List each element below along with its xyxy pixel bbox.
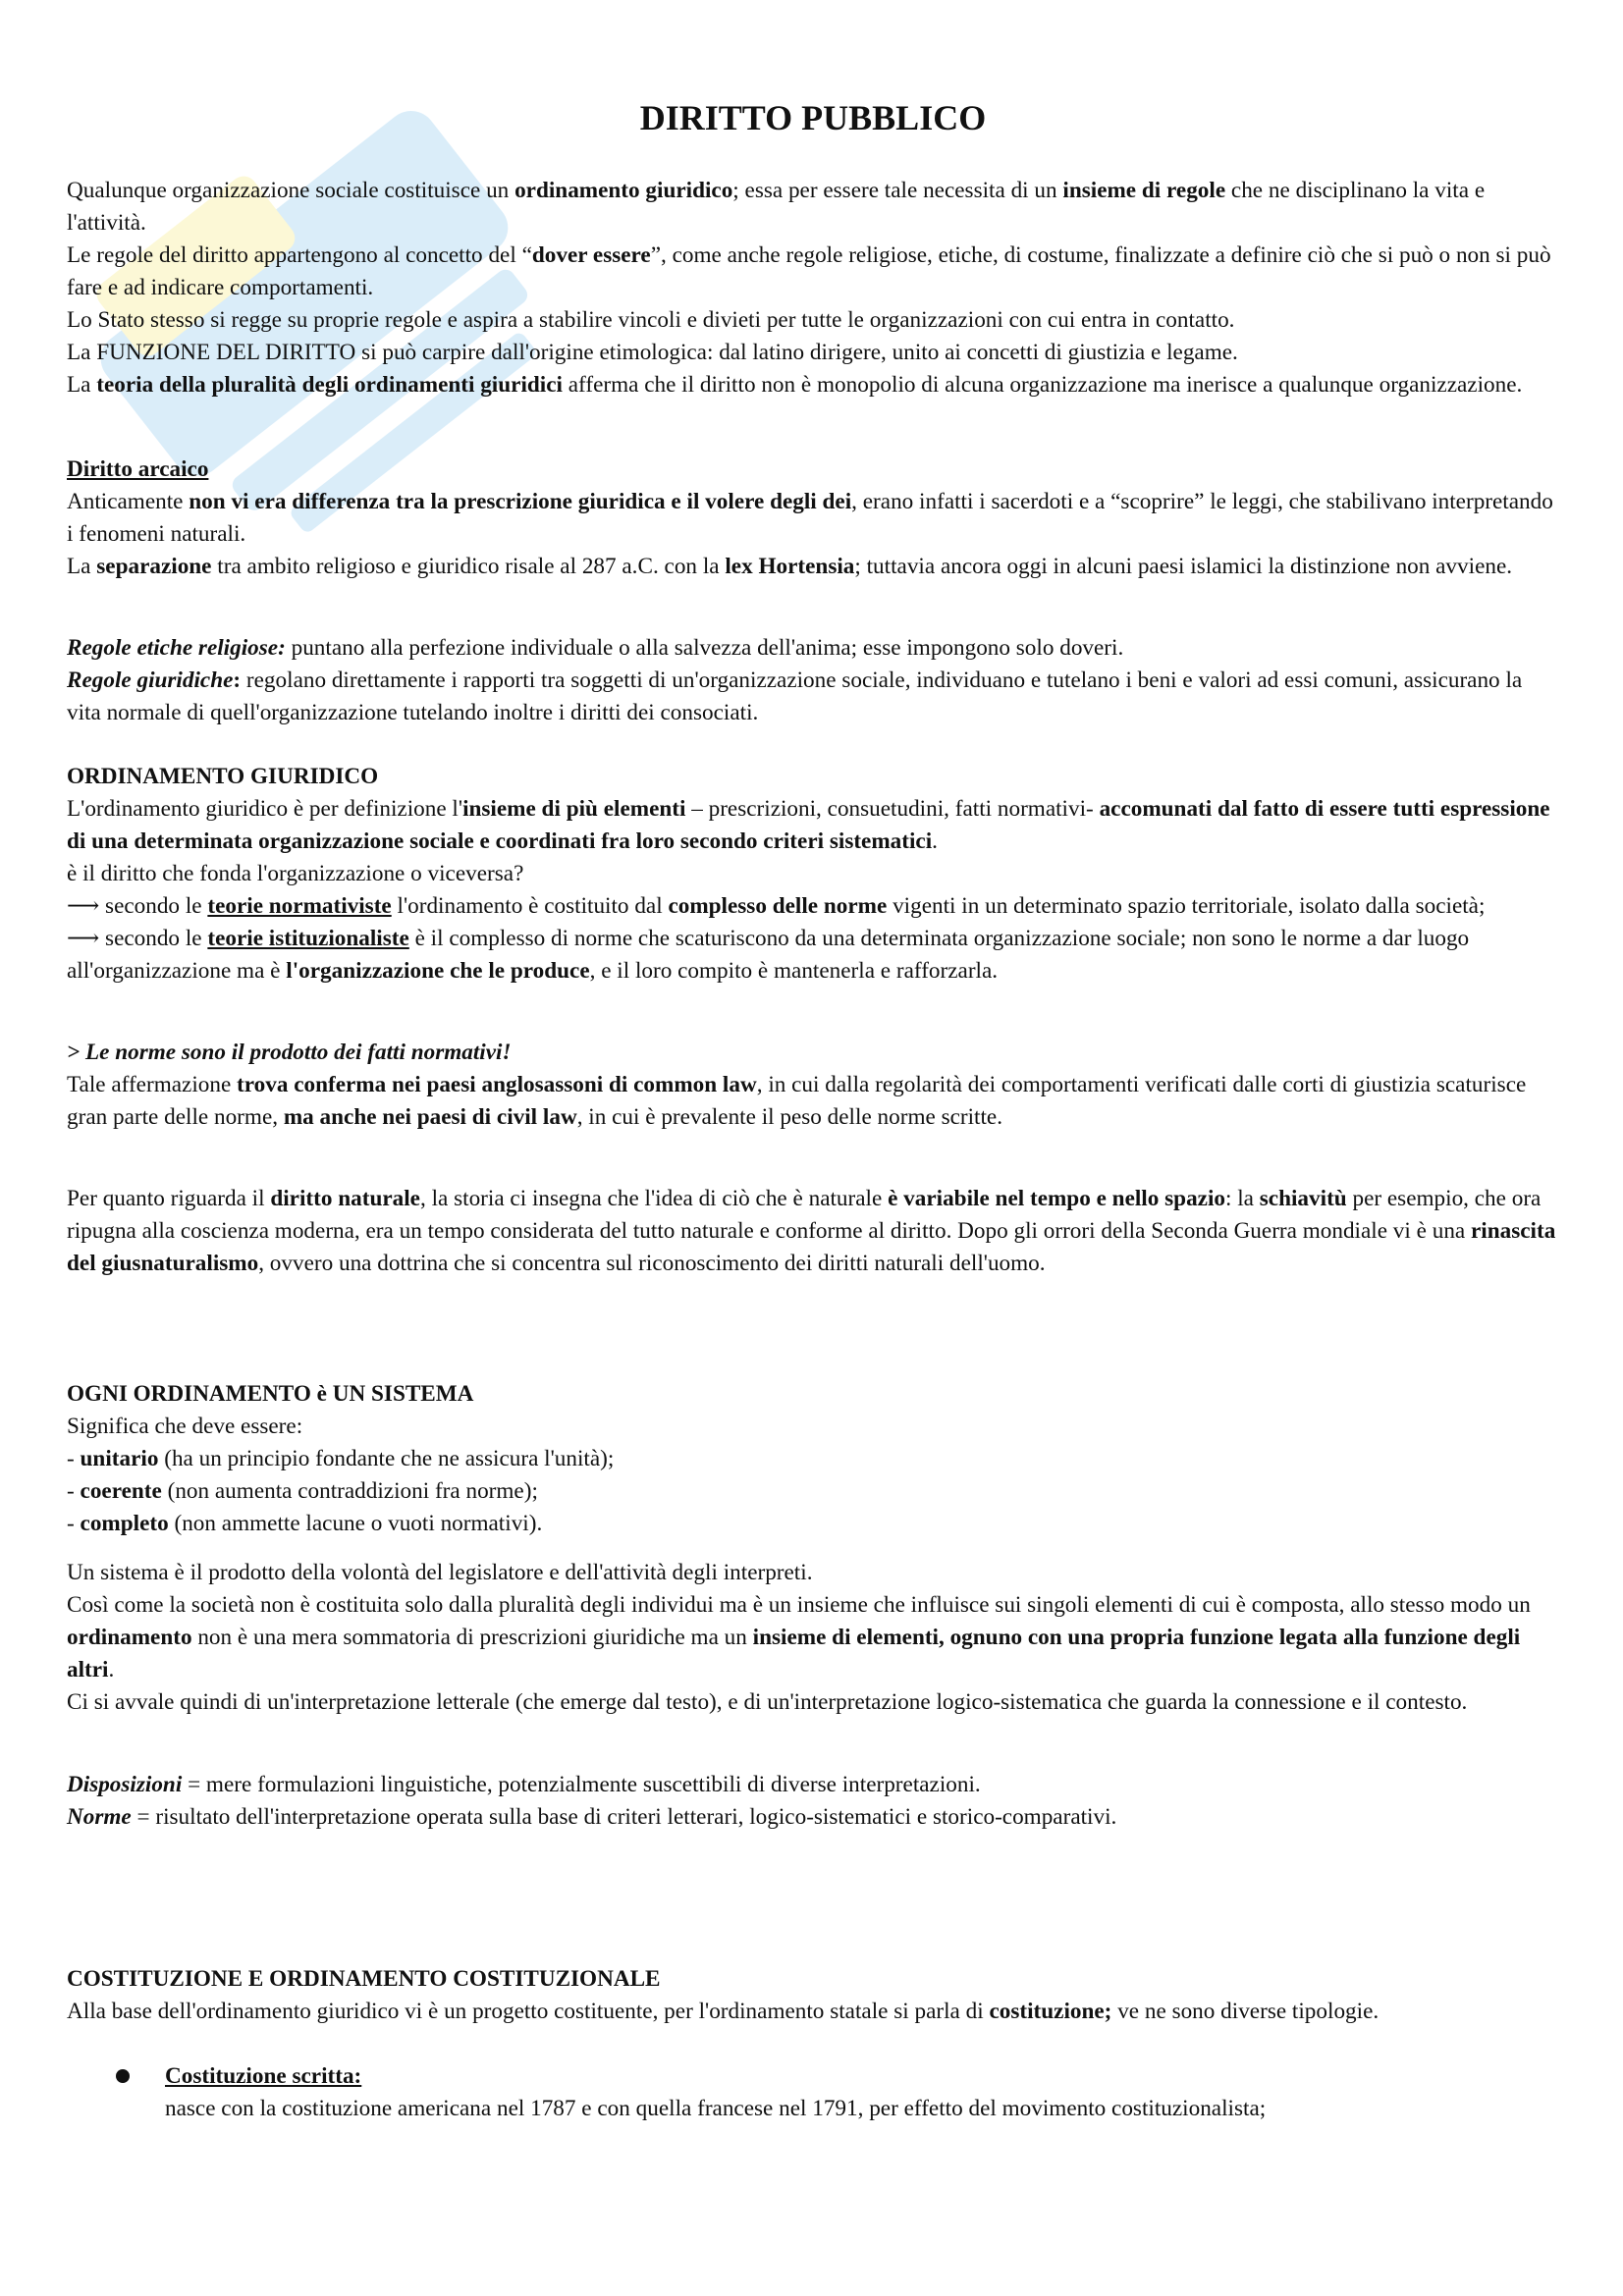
text: – prescrizioni, consuetudini, fatti normativi- [685,796,1100,822]
naturale-paragraph [67,1183,1559,1280]
bold-text: lex Hortensia [725,554,855,579]
text: (ha un principio fondante che ne assicura l'unità); [158,1446,615,1471]
sistema-item-unitario [67,1443,1559,1475]
text: . [932,828,938,854]
text: (non ammette lacune o vuoti normativi). [168,1511,543,1536]
text: : la [1225,1186,1260,1211]
norme-heading: > Le norme sono il prodotto dei fatti normativi! [67,1040,512,1065]
bold-text: costituzione; [989,1999,1112,2024]
text: per esempio, che ora ripugna alla coscienza moderna, era un tempo considerata del tutto naturale e conforme al diritto. Dopo gli orrori della Seconda Guerra mondiale vi è una [67,1186,1542,1244]
bold-text: complesso delle norme [668,893,888,919]
section-heading-arcaico: Diritto arcaico [67,456,209,482]
bold-text: : [233,667,242,693]
text: Le regole del diritto appartengono al concetto del “ [67,242,532,268]
sistema-item-coerente [67,1475,1559,1508]
bold-text: completo [80,1511,169,1536]
section-heading-ordinamento: ORDINAMENTO GIURIDICO [67,764,379,789]
bold-text: è variabile nel tempo e nello spazio [888,1186,1225,1211]
text: La [67,554,97,579]
bold-text: accomunati dal fatto di essere tutti espressione di una determinata organizzazione sociale e coordinati fra loro secondo criteri sistematici [67,796,1550,854]
intro-line-2 [67,240,1559,304]
ordinamento-section [67,761,1559,988]
sistema-paragraph-2 [67,1589,1559,1686]
text: Così come la società non è costituita solo dalla pluralità degli individui ma è un insieme che influisce sui singoli elementi di cui è composta, allo stesso modo un [67,1592,1531,1618]
disposizioni-def [67,1769,1559,1801]
text: Alla base dell'ordinamento giuridico vi è un progetto costituente, per l'ordinamento statale si parla di [67,1999,990,2024]
sistema-item-completo [67,1508,1559,1540]
sistema-section [67,1378,1559,1540]
text: , in cui dalla regolarità dei comportamenti verificati dalle corti di giustizia scaturisce gran parte delle norme, [67,1072,1527,1130]
bold-text: diritto naturale [270,1186,420,1211]
ordinamento-paragraph-1 [67,793,1559,858]
text: Qualunque organizzazione sociale costituisce un [67,178,515,203]
text: l'ordinamento è costituito dal [391,893,669,919]
regole-section [67,632,1559,729]
text: (non aumenta contraddizioni fra norme); [161,1478,538,1504]
bold-italic-text: Norme [67,1804,132,1830]
text: - [67,1511,81,1536]
document-title: DIRITTO PUBBLICO [639,98,987,137]
text: Tale affermazione [67,1072,238,1097]
bold-italic-text: Disposizioni [67,1772,183,1797]
ordinamento-question: è il diritto che fonda l'organizzazione o viceversa? [67,861,524,886]
text: , e il loro compito è mantenerla e rafforzarla. [589,958,999,984]
text: tra ambito religioso e giuridico risale al 287 a.C. con la [211,554,726,579]
bullet-text [165,2060,1559,2125]
text: = mere formulazioni linguistiche, potenzialmente suscettibili di diverse interpretazioni. [182,1772,981,1797]
costituzione-paragraph [67,1996,1559,2028]
text: , in cui è prevalente il peso delle norme scritte. [576,1104,1003,1130]
arrow-right-icon: ⟶ [67,893,100,919]
sistema-paragraph-1: Un sistema è il prodotto della volontà del legislatore e dell'attività degli interpreti. [67,1560,813,1585]
sistema-intro: Significa che deve essere: [67,1414,303,1439]
text: = risultato dell'interpretazione operata sulla base di criteri letterari, logico-sistematici e storico-comparativi. [131,1804,1117,1830]
arcaico-section [67,454,1559,583]
intro-line-4: La FUNZIONE DEL DIRITTO si può carpire dall'origine etimologica: dal latino dirigere, unito ai concetti di giustizia e legame. [67,340,1238,365]
text: - [67,1446,81,1471]
regole-giuridiche [67,665,1559,729]
bold-text: separazione [96,554,212,579]
bold-underlined-text: teorie istituzionaliste [207,926,409,951]
intro-line-1 [67,175,1559,240]
bold-text: trova conferma nei paesi anglosassoni di common law [237,1072,757,1097]
text: , la storia ci insegna che l'idea di ciò che è naturale [419,1186,889,1211]
naturale-section [67,1183,1559,1280]
text: , erano infatti i sacerdoti e a “scoprire” le leggi, che stabilivano interpretando i fenomeni naturali. [67,489,1553,547]
text: La [67,372,97,398]
bullet-icon [116,2069,130,2083]
norme-paragraph [67,1069,1559,1134]
bold-text: ma anche nei paesi di civil law [283,1104,577,1130]
bold-text: rinascita del giusnaturalismo [67,1218,1556,1276]
norme-def [67,1801,1559,1834]
intro-line-5 [67,369,1559,401]
text: vigenti in un determinato spazio territoriale, isolato dalla società; [887,893,1486,919]
text: ; tuttavia ancora oggi in alcuni paesi islamici la distinzione non avviene. [854,554,1513,579]
costituzione-section [67,1963,1559,2028]
bullet-title: Costituzione scritta: [165,2063,362,2089]
arcaico-paragraph-2 [67,551,1559,583]
bold-text: schiavitù [1259,1186,1347,1211]
text: ve ne sono diverse tipologie. [1111,1999,1380,2024]
sistema-body [67,1557,1559,1719]
text: L'ordinamento giuridico è per definizione l' [67,796,463,822]
bold-text: insieme di più elementi [462,796,686,822]
text: che ne disciplinano la vita e l'attività. [67,178,1486,236]
text: - [67,1478,81,1504]
bullet-body: nasce con la costituzione americana nel 1787 e con quella francese nel 1791, per effetto del movimento costituzionalista; [165,2096,1267,2121]
bold-text: ordinamento giuridico [514,178,733,203]
arcaico-paragraph-1 [67,486,1559,551]
ordinamento-istituzionaliste [67,923,1559,988]
bold-text: insieme di elementi, ognuno con una propria funzione legata alla funzione degli altri [67,1625,1521,1682]
bold-text: unitario [80,1446,159,1471]
bold-text: non vi era differenza tra la prescrizione giuridica e il volere degli dei [189,489,852,514]
sistema-paragraph-3: Ci si avvale quindi di un'interpretazione letterale (che emerge dal testo), e di un'interpretazione logico-sistematica che guarda la connessione e il contesto. [67,1689,1468,1715]
arrow-right-icon: ⟶ [67,926,100,951]
ordinamento-normativiste [67,890,1559,923]
text: afferma che il diritto non è monopolio di alcuna organizzazione ma inerisce a qualunque organizzazione. [562,372,1523,398]
text: Per quanto riguarda il [67,1186,271,1211]
text: ”, come anche regole religiose, etiche, di costume, finalizzate a definire ciò che si può o non si può fare e ad indicare comportamenti. [67,242,1551,300]
text: ; essa per essere tale necessita di un [732,178,1063,203]
text: Anticamente [67,489,189,514]
bold-text: dover essere [531,242,651,268]
text: puntano alla perfezione individuale o alla salvezza dell'anima; esse impongono solo doveri. [285,635,1124,661]
text: è il complesso di norme che scaturiscono da una determinata organizzazione sociale; non sono le norme a dar luogo all'organizzazione ma è [67,926,1470,984]
bold-italic-text: Regole etiche religiose: [67,635,286,661]
text: , ovvero una dottrina che si concentra sul riconoscimento dei diritti naturali dell'uomo. [258,1251,1046,1276]
text: non è una mera sommatoria di prescrizioni giuridiche ma un [191,1625,753,1650]
bold-text: insieme di regole [1062,178,1226,203]
norme-section [67,1037,1559,1134]
disposizioni-section [67,1769,1559,1834]
intro-section [67,175,1559,401]
section-heading-sistema: OGNI ORDINAMENTO è UN SISTEMA [67,1381,474,1407]
text: . [108,1657,115,1682]
bold-text: l'organizzazione che le produce [286,958,590,984]
bold-italic-text: Regole giuridiche [67,667,234,693]
bold-text: teoria della pluralità degli ordinamenti giuridici [96,372,563,398]
regole-etiche [67,632,1559,665]
text: regolano direttamente i rapporti tra soggetti di un'organizzazione sociale, individuano e tutelano i beni e valori ad essi comuni, assicurano la vita normale di quell'organizzazione tutelando inoltre i diritti dei consociati. [67,667,1523,725]
text: secondo le [99,926,208,951]
text: secondo le [99,893,208,919]
intro-line-3: Lo Stato stesso si regge su proprie regole e aspira a stabilire vincoli e divieti per tutte le organizzazioni con cui entra in contatto. [67,307,1235,333]
bold-text: coerente [80,1478,162,1504]
bold-underlined-text: teorie normativiste [207,893,392,919]
section-heading-costituzione: COSTITUZIONE E ORDINAMENTO COSTITUZIONALE [67,1966,661,1992]
bold-text: ordinamento [67,1625,192,1650]
